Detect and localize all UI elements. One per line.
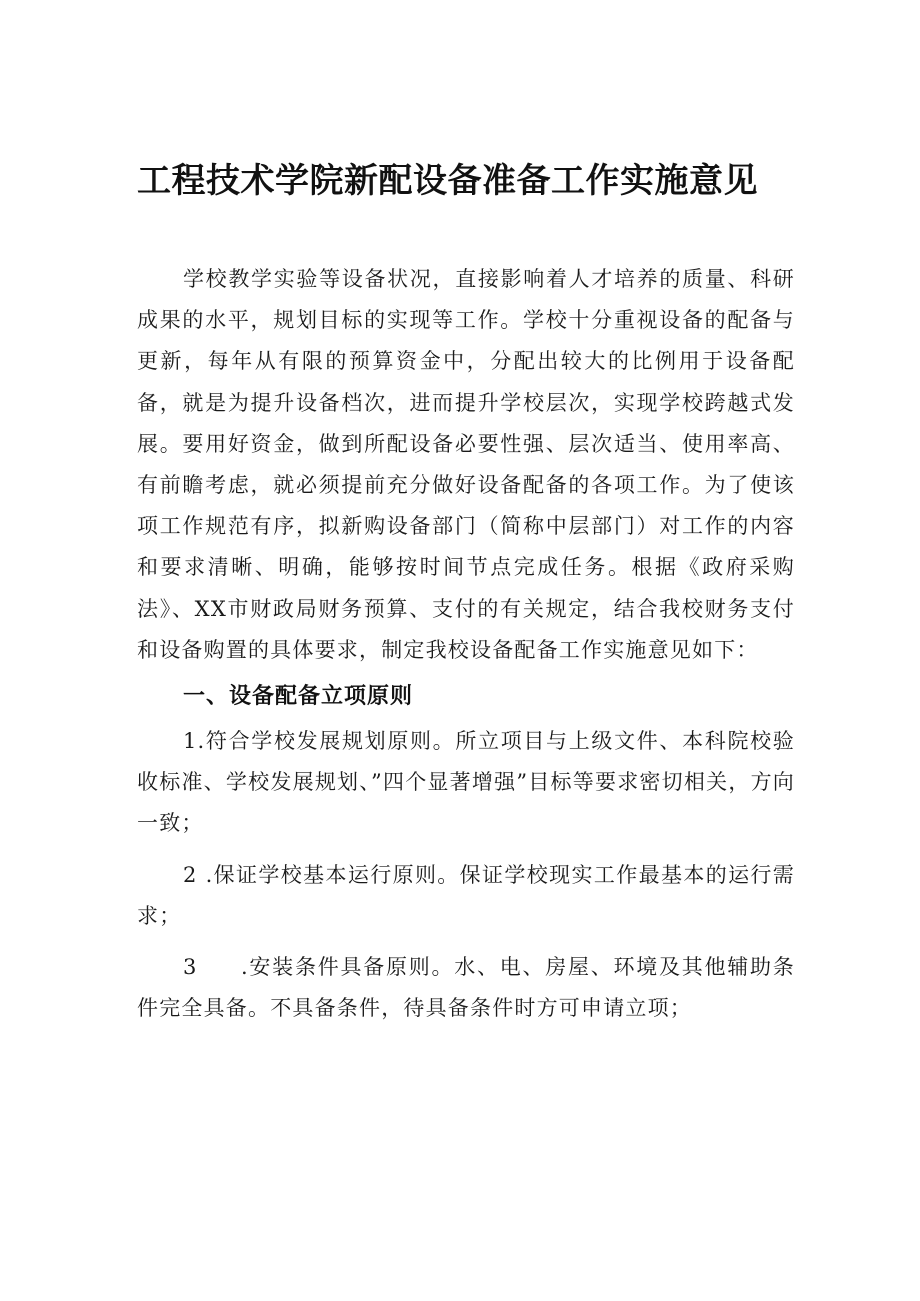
list-item-number: 1.: [183, 729, 206, 754]
document-body: [137, 259, 795, 1029]
document-title: 工程技术学院新配设备准备工作实施意见: [137, 161, 758, 201]
list-item-number: 3: [183, 955, 198, 980]
list-item-text: 保证学校基本运行原则。保证学校现实工作最基本的运行需求；: [137, 862, 796, 928]
intro-paragraph: 学校教学实验等设备状况，直接影响着人才培养的质量、科研成果的水平，规划目标的实现等工作。学校十分重视设备的配备与更新，每年从有限的预算资金中，分配出较大的比例用于设备配备，就是为提升设备档次，进而提升学校层次，实现学校跨越式发展。要用好资金，做到所配设备必要性强、层次适当、使用率高、有前瞻考虑，就必须提前充分做好设备配备的各项工作。为了使该项工作规范有序，拟新购设备部门（简称中层部门）对工作的内容和要求清晰、明确，能够按时间节点完成任务。根据《政府采购法》、XX市财政局财务预算、支付的有关规定，结合我校财务支付和设备购置的具体要求，制定我校设备配备工作实施意见如下：: [137, 267, 795, 662]
list-item: [137, 947, 795, 1029]
list-item: [137, 721, 795, 845]
list-item: [137, 855, 795, 937]
section-heading: 一、设备配备立项原则: [183, 684, 414, 710]
list-item-number: 2 .: [183, 862, 214, 887]
list-item-text: .安装条件具备原则。水、电、房屋、环境及其他辅助条件完全具备。不具备条件，待具备条件时方可申请立项；: [137, 955, 795, 1021]
list-item-text: 符合学校发展规划原则。所立项目与上级文件、本科院校验收标准、学校发展规划、”四个显著增强”目标等要求密切相关，方向一致；: [137, 729, 795, 836]
